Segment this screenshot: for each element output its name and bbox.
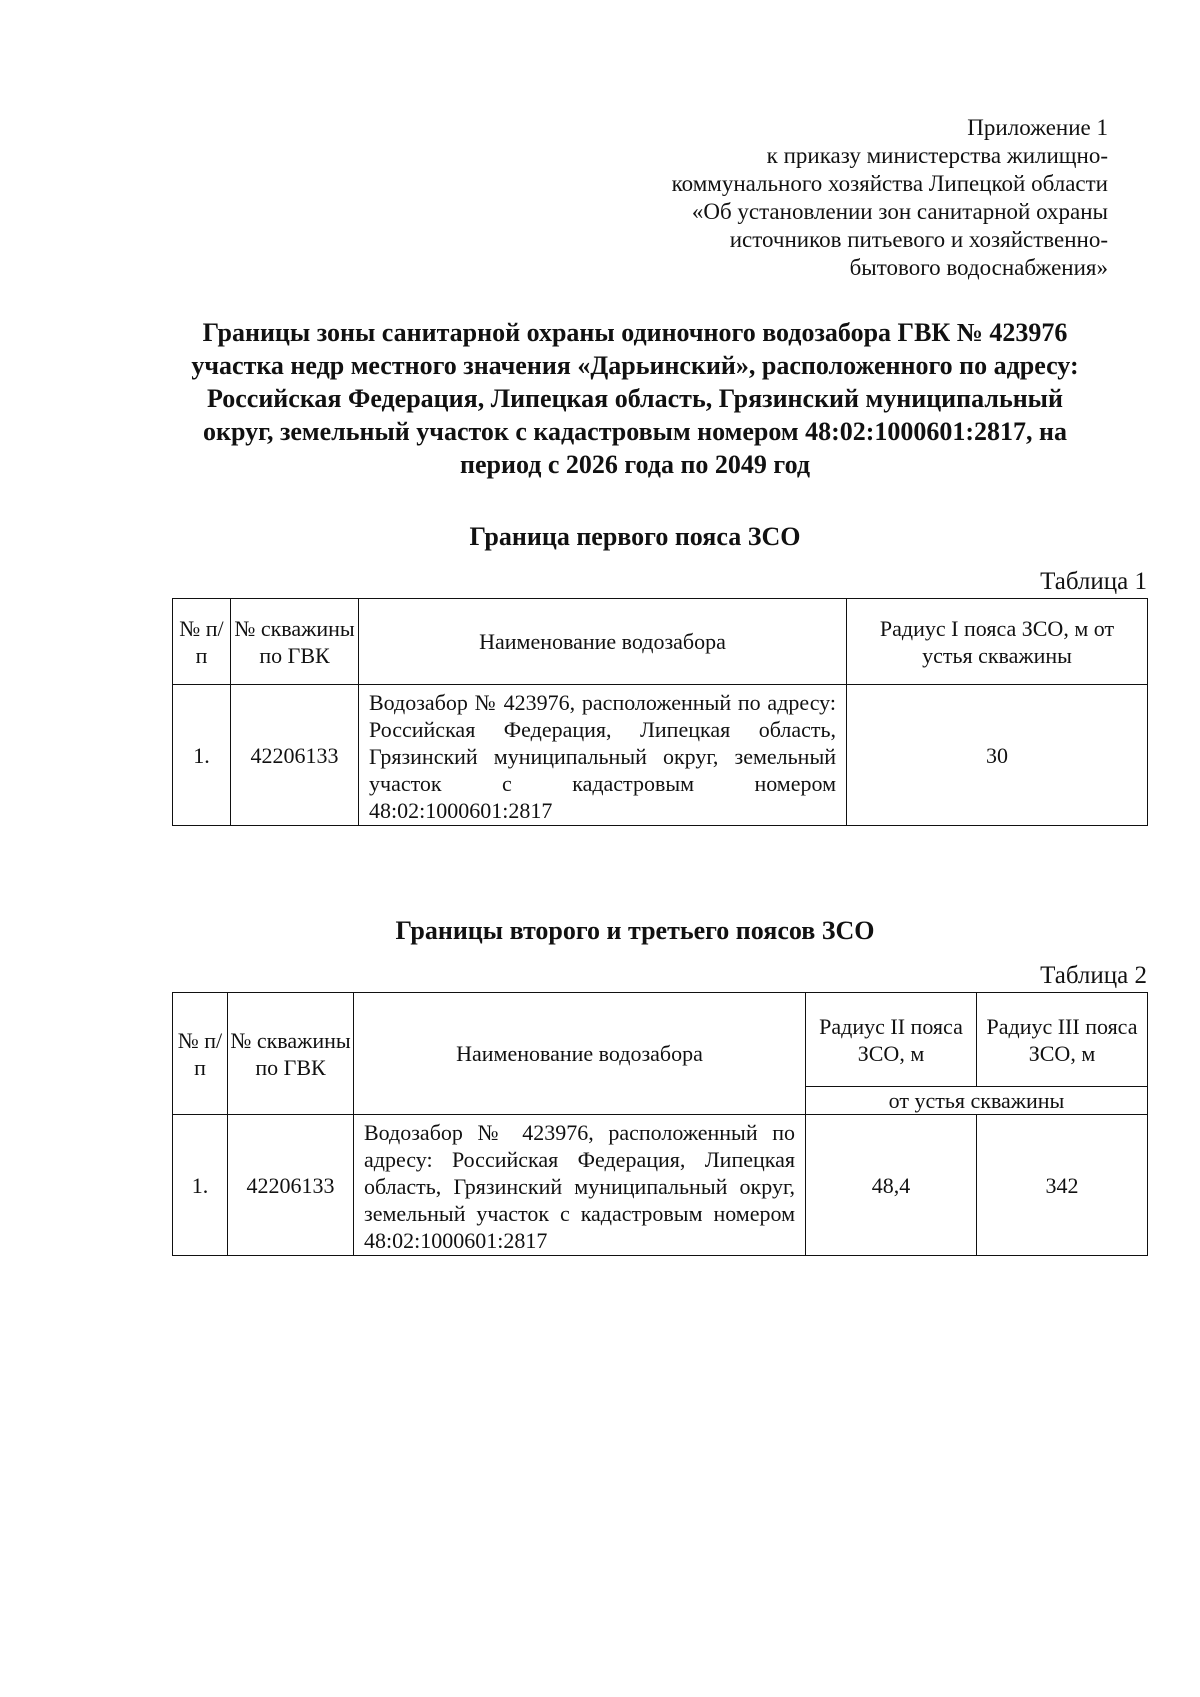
cell-radius: 30	[847, 685, 1148, 826]
table-row	[173, 685, 1148, 826]
appendix-line: источников питьевого и хозяйственно-	[729, 227, 1108, 252]
header-well: № скважины по ГВК	[228, 993, 354, 1115]
cell-name: Водозабор № 423976, расположенный по адресу: Российская Федерация, Липецкая область, Грязинский муниципальный округ, земельный участок с кадастровым номером 48:02:1000601:2817	[359, 685, 847, 826]
header-well: № скважины по ГВК	[231, 599, 359, 685]
appendix-line: к приказу министерства жилищно-	[766, 143, 1108, 168]
title-line: участка недр местного значения «Дарьинский», расположенного по адресу:	[191, 351, 1079, 380]
table2-header-row	[173, 993, 1148, 1087]
cell-name: Водозабор № 423976, расположенный по адресу: Российская Федерация, Липецкая область, Грязинский муниципальный округ, земельный участок с кадастровым номером 48:02:1000601:2817	[354, 1115, 806, 1256]
section1-title: Граница первого пояса ЗСО	[469, 522, 801, 551]
appendix-line: бытового водоснабжения»	[849, 255, 1108, 280]
document-title	[150, 316, 1120, 481]
appendix-line: Приложение 1	[967, 115, 1108, 140]
cell-well: 42206133	[228, 1115, 354, 1256]
section2-title: Границы второго и третьего поясов ЗСО	[395, 916, 875, 945]
table1-header-row	[173, 599, 1148, 685]
table1	[172, 598, 1148, 826]
table1-label: Таблица 1	[1040, 568, 1147, 595]
header-radius3: Радиус III пояса ЗСО, м	[977, 993, 1148, 1087]
cell-num: 1.	[173, 685, 231, 826]
appendix-line: коммунального хозяйства Липецкой области	[671, 171, 1108, 196]
table2	[172, 992, 1148, 1256]
cell-well: 42206133	[231, 685, 359, 826]
title-line: Российская Федерация, Липецкая область, Грязинский муниципальный	[207, 384, 1063, 413]
cell-radius3: 342	[977, 1115, 1148, 1256]
header-radius: Радиус I пояса ЗСО, м от устья скважины	[847, 599, 1148, 685]
cell-num: 1.	[173, 1115, 228, 1256]
title-line: период с 2026 года по 2049 год	[459, 450, 810, 479]
header-name: Наименование водозабора	[354, 993, 806, 1115]
table-row	[173, 1115, 1148, 1256]
appendix-block	[548, 114, 1108, 282]
header-from-wellhead: от устья скважины	[806, 1087, 1148, 1115]
header-num: № п/п	[173, 599, 231, 685]
header-num: № п/п	[173, 993, 228, 1115]
cell-radius2: 48,4	[806, 1115, 977, 1256]
table2-label: Таблица 2	[1040, 962, 1147, 989]
appendix-line: «Об установлении зон санитарной охраны	[691, 199, 1108, 224]
title-line: Границы зоны санитарной охраны одиночного водозабора ГВК № 423976	[202, 318, 1068, 347]
header-name: Наименование водозабора	[359, 599, 847, 685]
header-radius2: Радиус II пояса ЗСО, м	[806, 993, 977, 1087]
title-line: округ, земельный участок с кадастровым номером 48:02:1000601:2817, на	[202, 417, 1068, 446]
